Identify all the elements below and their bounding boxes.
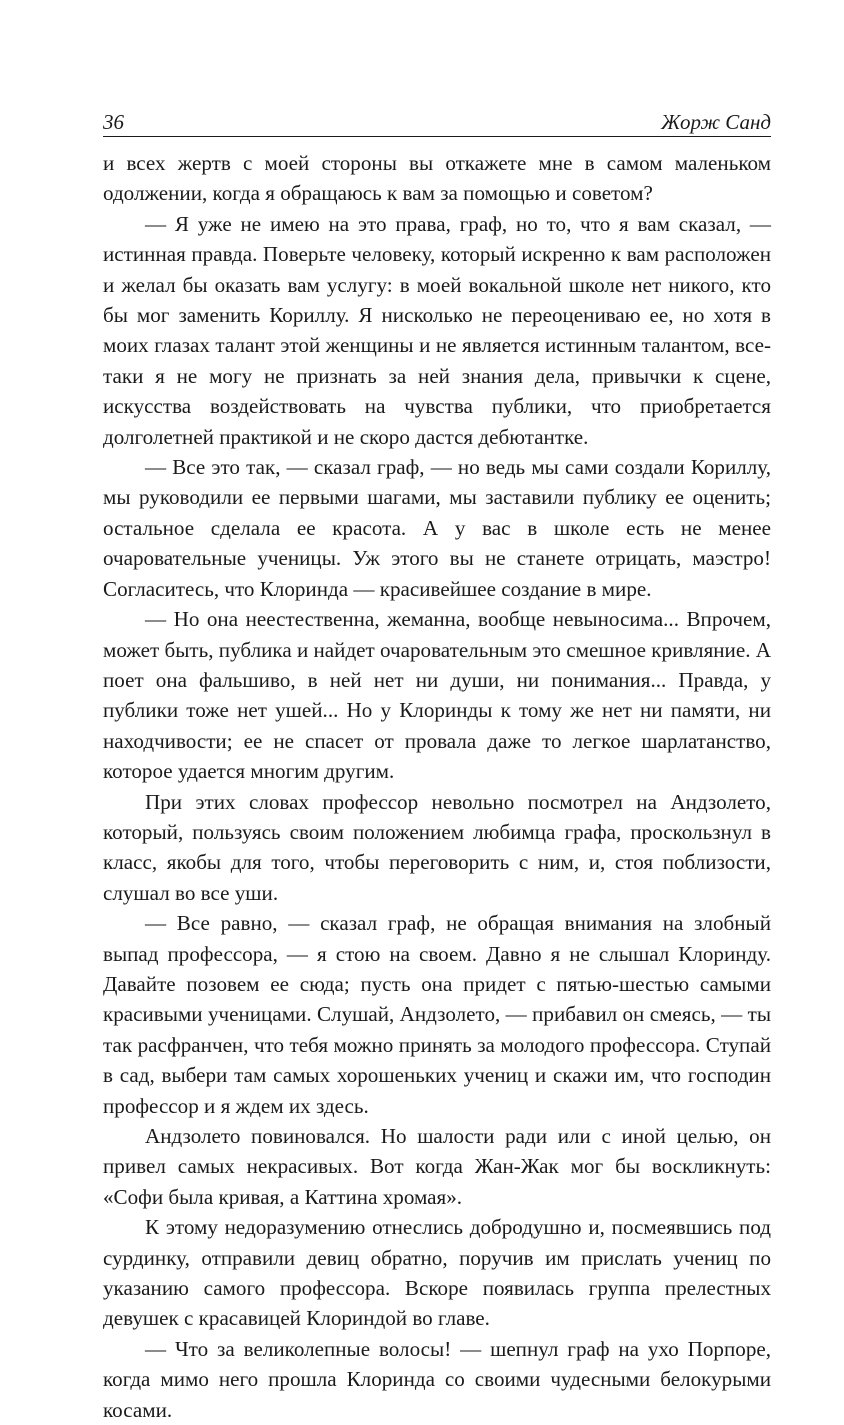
paragraph: — Все это так, — сказал граф, — но ведь мы сами создали Кориллу, мы руководили ее первыми шагами, мы заставили публику ее оценить; остальное сделала ее красота. А у вас в школе есть не менее очаровательные ученицы. Уж этого вы не станете отрицать, маэстро! Согласитесь, что Клоринда — красивейшее создание в мире. bbox=[103, 455, 771, 601]
paragraph: — Что за великолепные волосы! — шепнул граф на ухо Порпоре, когда мимо него прошла Клоринда со своими чудесными белокурыми косами. bbox=[103, 1336, 771, 1422]
page-number: 36 bbox=[103, 110, 124, 134]
paragraph: — Все равно, — сказал граф, не обращая внимания на злобный выпад профессора, — я стою на своем. Давно я не слышал Клоринду. Давайте позовем ее сюда; пусть она придет с пятью-шестью самыми красивыми ученицами. Слушай, Андзолето, — прибавил он смеясь, — ты так расфранчен, что тебя можно принять за молодого профессора. Ступай в сад, выбери там самых хорошеньких учениц и скажи им, что господин профессор и я ждем их здесь. bbox=[103, 911, 771, 1118]
paragraph: — Но она неестественна, жеманна, вообще невыносима... Впрочем, может быть, публика и найдет очаровательным это смешное кривляние. А поет она фальшиво, в ней нет ни души, ни понимания... Правда, у публики тоже нет ушей... Но у Клоринды к тому же нет ни памяти, ни находчивости; ее не спасет от провала даже то легкое шарлатанство, которое удается многим другим. bbox=[103, 607, 771, 784]
page-header bbox=[103, 106, 771, 137]
paragraph: — Я уже не имею на это права, граф, но то, что я вам сказал, — истинная правда. Поверьте человеку, который искренно к вам расположен и желал бы оказать вам услугу: в моей вокальной школе нет никого, кто бы мог заменить Кориллу. Я нисколько не переоцениваю ее, но хотя в моих глазах талант этой женщины и не является истинным талантом, все-таки я не могу не признать за ней знания дела, привычки к сцене, искусства воздействовать на чувства публики, что приобретается долголетней практикой и не скоро дастся дебютантке. bbox=[103, 211, 771, 449]
paragraph: К этому недоразумению отнеслись добродушно и, посмеявшись под сурдинку, отправили девиц обратно, поручив им прислать учениц по указанию самого профессора. Вскоре появилась группа прелестных девушек с красавицей Клориндой во главе. bbox=[103, 1215, 771, 1331]
paragraph: и всех жертв с моей стороны вы откажете мне в самом маленьком одолжении, когда я обращаюсь к вам за помощью и советом? bbox=[103, 151, 771, 206]
paragraph: При этих словах профессор невольно посмотрел на Андзолето, который, пользуясь своим положением любимца графа, проскользнул в класс, якобы для того, чтобы переговорить с ним, и, стоя поблизости, слушал во все уши. bbox=[103, 789, 771, 905]
running-title: Жорж Санд bbox=[661, 110, 771, 134]
body-text bbox=[103, 148, 771, 1425]
paragraph: Андзолето повиновался. Но шалости ради или с иной целью, он привел самых некрасивых. Вот когда Жан-Жак мог бы воскликнуть: «Софи была кривая, а Каттина хромая». bbox=[103, 1124, 771, 1209]
